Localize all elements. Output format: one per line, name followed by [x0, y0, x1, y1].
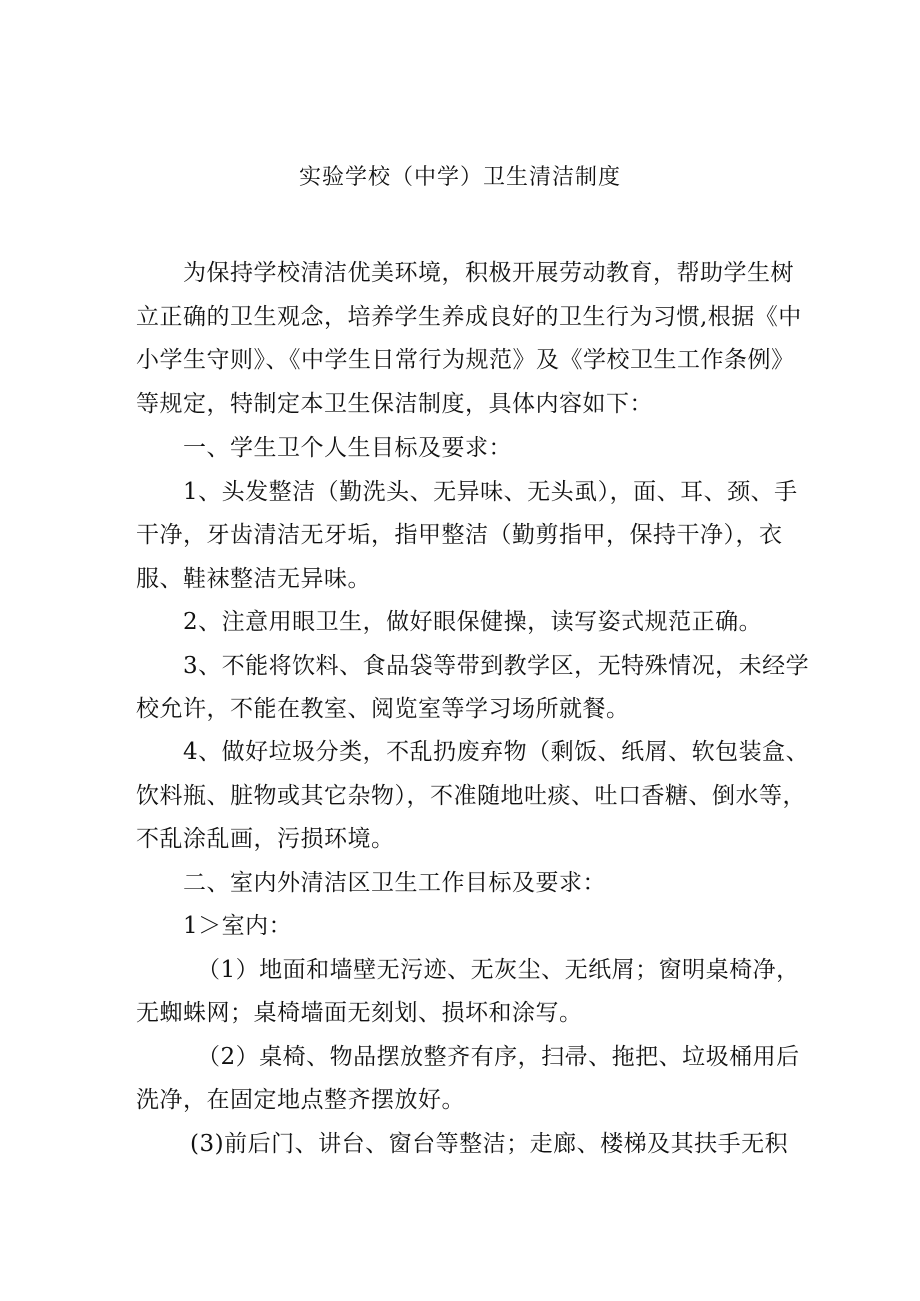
paragraph-line: (3)前后门、讲台、窗台等整洁；走廊、楼梯及其扶手无积: [190, 1131, 789, 1157]
subsection-heading: 1＞室内：: [183, 913, 293, 939]
section-heading: 二、室内外清洁区卫生工作目标及要求：: [183, 870, 606, 896]
paragraph-line: 不乱涂乱画，污损环境。: [136, 826, 395, 852]
paragraph-line: 1、头发整洁（勤洗头、无异味、无头虱），面、耳、颈、手: [183, 479, 798, 505]
paragraph-line: 小学生守则》、《中学生日常行为规范》及《学校卫生工作条例》: [136, 347, 795, 373]
paragraph-line: 4、做好垃圾分类，不乱扔废弃物（剩饭、纸屑、软包装盒、: [183, 739, 810, 765]
paragraph-line: 干净，牙齿清洁无牙垢，指甲整洁（勤剪指甲，保持干净），衣: [136, 522, 783, 548]
paragraph-line: 3、不能将饮料、食品袋等带到教学区，无特殊情况，未经学: [183, 653, 810, 679]
document-title: 实验学校（中学）卫生清洁制度: [298, 165, 621, 190]
paragraph-line: 服、鞋袜整洁无异味。: [136, 566, 371, 592]
paragraph-line: 2、注意用眼卫生，做好眼保健操，读写姿式规范正确。: [183, 609, 763, 635]
paragraph-line: 饮料瓶、脏物或其它杂物），不准随地吐痰、吐口香糖、倒水等，: [136, 783, 806, 809]
paragraph-line: 洗净，在固定地点整齐摆放好。: [136, 1087, 465, 1113]
paragraph-line: 校允许，不能在教室、阅览室等学习场所就餐。: [136, 696, 630, 722]
paragraph-line: 立正确的卫生观念，培养学生养成良好的卫生行为习惯,根据《中: [136, 304, 802, 330]
paragraph-line: 等规定，特制定本卫生保洁制度，具体内容如下：: [136, 391, 653, 417]
paragraph-line: （2）桌椅、物品摆放整齐有序，扫帚、拖把、垃圾桶用后: [197, 1044, 800, 1070]
paragraph-line: 无蜘蛛网；桌椅墙面无刻划、损坏和涂写。: [136, 1000, 583, 1026]
section-heading: 一、学生卫个人生目标及要求：: [183, 435, 512, 461]
paragraph-line: 为保持学校清洁优美环境，积极开展劳动教育，帮助学生树: [183, 260, 794, 286]
paragraph-line: （1）地面和墙壁无污迹、无灰尘、无纸屑；窗明桌椅净，: [197, 957, 800, 983]
